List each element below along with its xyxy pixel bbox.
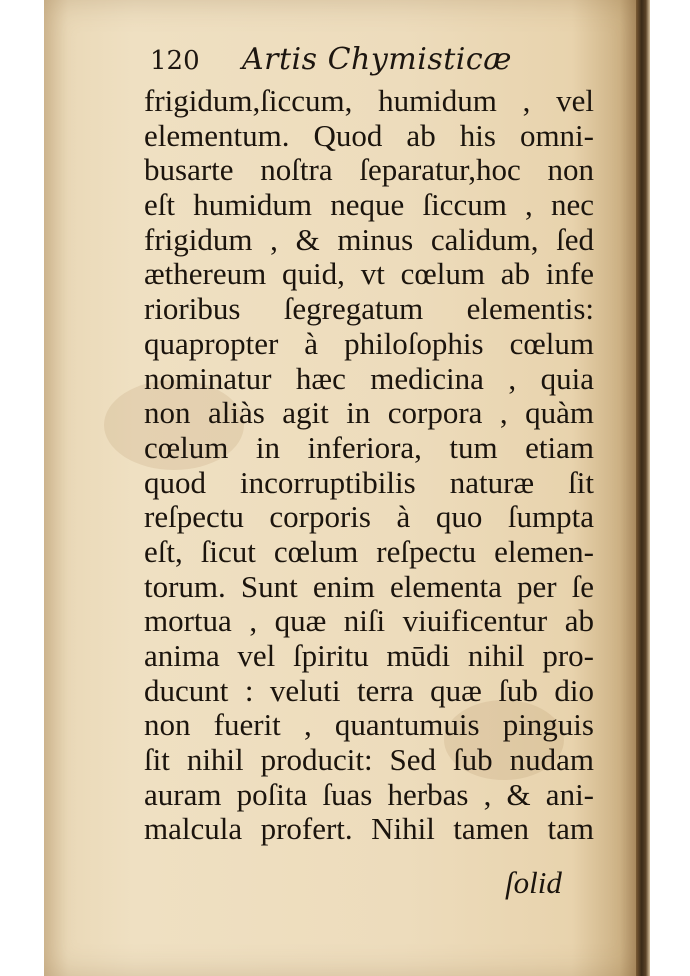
text-line: quod incorruptibilis naturæ ſit: [144, 465, 594, 500]
running-title: Artis Chymisticæ: [242, 42, 512, 77]
text-line: eſt, ſicut cœlum reſpectu elemen-: [144, 534, 594, 569]
text-line: rioribus ſegregatum elementis:: [144, 292, 594, 327]
text-line: eſt humidum neque ſiccum , nec: [144, 188, 594, 223]
text-line: nominatur hæc medicina , quia: [144, 361, 594, 396]
text-line: elementum. Quod ab his omni-: [144, 118, 594, 153]
text-line: ſit nihil producit: Sed ſub nudam: [144, 743, 594, 778]
text-line: anima vel ſpiritu mūdi nihil pro-: [144, 639, 594, 673]
text-line: frigidum,ſiccum, humidum , vel: [144, 84, 594, 118]
text-line: mortua , quæ niſi viuificentur ab: [144, 604, 594, 639]
running-head: [150, 42, 570, 82]
text-line: cœlum in inferiora, tum etiam: [144, 430, 594, 465]
text-line: auram poſita ſuas herbas , & ani-: [144, 777, 594, 812]
text-line: reſpectu corporis à quo ſumpta: [144, 500, 594, 535]
page-number: 120: [150, 46, 200, 76]
catchword: ſolid: [505, 865, 562, 900]
text-line: busarte noſtra ſeparatur,hoc non: [144, 153, 594, 188]
text-line: torum. Sunt enim elementa per ſe: [144, 569, 594, 604]
body-text: [144, 84, 594, 847]
text-line: malcula profert. Nihil tamen tam: [144, 812, 594, 847]
text-line: quapropter à philoſophis cœlum: [144, 326, 594, 361]
page-gutter-edge: [636, 0, 650, 976]
text-line: æthereum quid, vt cœlum ab infe: [144, 257, 594, 292]
text-line: non fuerit , quantumuis pinguis: [144, 708, 594, 743]
text-line: frigidum , & minus calidum, ſed: [144, 222, 594, 257]
text-line: non aliàs agit in corpora , quàm: [144, 396, 594, 431]
text-line: ducunt : veluti terra quæ ſub dio: [144, 673, 594, 708]
